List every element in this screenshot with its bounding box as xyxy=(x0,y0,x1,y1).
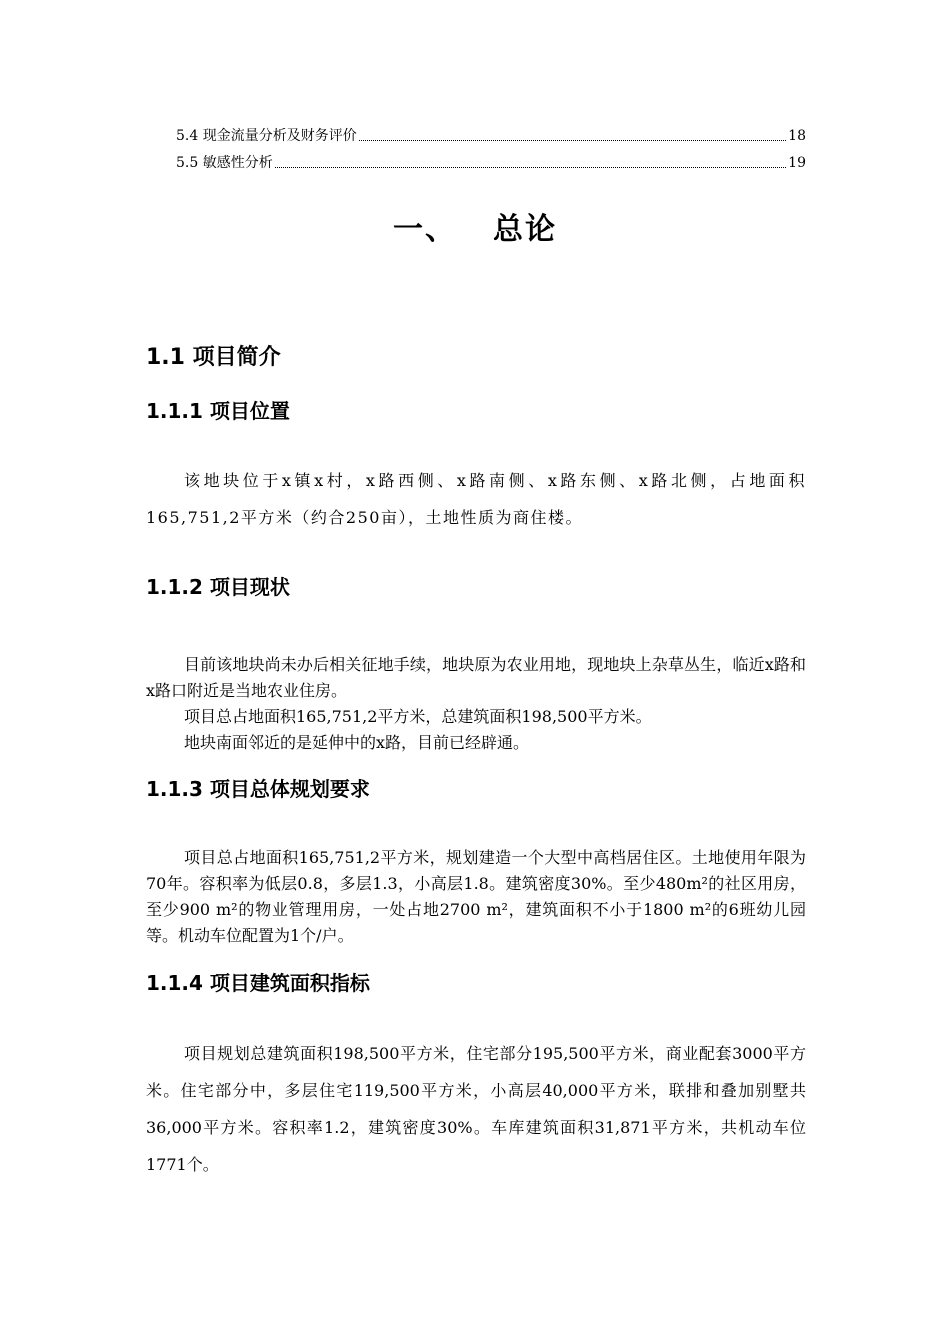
toc-entry[interactable] xyxy=(176,153,806,173)
section-heading: 1.1 项目简介 xyxy=(146,345,281,370)
subsection-heading: 1.1.1 项目位置 xyxy=(146,399,290,423)
subsection-heading: 1.1.3 项目总体规划要求 xyxy=(146,777,370,801)
chapter-title: 总论 xyxy=(493,212,557,247)
paragraph-text: 项目总占地面积165,751,2平方米，规划建造一个大型中高档居住区。土地使用年限为70年。容积率为低层0.8，多层1.3，小高层1.8。建筑密度30%。至少480m²的社区用房，至少900 m²的物业管理用房，一处占地2700 m²，建筑面积不小于1800 m²的6班幼儿园等。机动车位配置为1个/户。 xyxy=(146,848,806,945)
body-paragraph xyxy=(146,1035,806,1183)
body-paragraph xyxy=(146,652,806,756)
paragraph-text: 该地块位于x镇x村，x路西侧、x路南侧、x路东侧、x路北侧，占地面积165,751,2平方米（约合250亩），土地性质为商住楼。 xyxy=(146,471,806,527)
toc-entry-label: 5.4 现金流量分析及财务评价 xyxy=(176,128,357,144)
paragraph-text: 目前该地块尚未办后相关征地手续，地块原为农业用地，现地块上杂草丛生，临近x路和x路口附近是当地农业住房。 xyxy=(146,655,806,700)
toc-entry-label: 5.5 敏感性分析 xyxy=(176,155,273,171)
chapter-number: 一、 xyxy=(393,212,457,247)
toc-entry-page: 18 xyxy=(788,128,806,144)
toc-leader-dots xyxy=(359,140,786,141)
subsection-heading: 1.1.2 项目现状 xyxy=(146,575,290,599)
paragraph-text: 项目规划总建筑面积198,500平方米，住宅部分195,500平方米，商业配套3000平方米。住宅部分中，多层住宅119,500平方米，小高层40,000平方米，联排和叠加别墅共36,000平方米。容积率1.2，建筑密度30%。车库建筑面积31,871平方米，共机动车位1771个。 xyxy=(146,1044,806,1174)
toc-leader-dots xyxy=(275,167,786,168)
paragraph-text: 项目总占地面积165,751,2平方米，总建筑面积198,500平方米。 xyxy=(184,707,652,726)
chapter-heading xyxy=(0,208,950,252)
body-paragraph xyxy=(146,462,806,536)
toc-entry-page: 19 xyxy=(788,155,806,171)
body-paragraph xyxy=(146,845,806,949)
toc-entry[interactable] xyxy=(176,126,806,146)
paragraph-text: 地块南面邻近的是延伸中的x路，目前已经辟通。 xyxy=(184,733,530,752)
subsection-heading: 1.1.4 项目建筑面积指标 xyxy=(146,971,370,995)
